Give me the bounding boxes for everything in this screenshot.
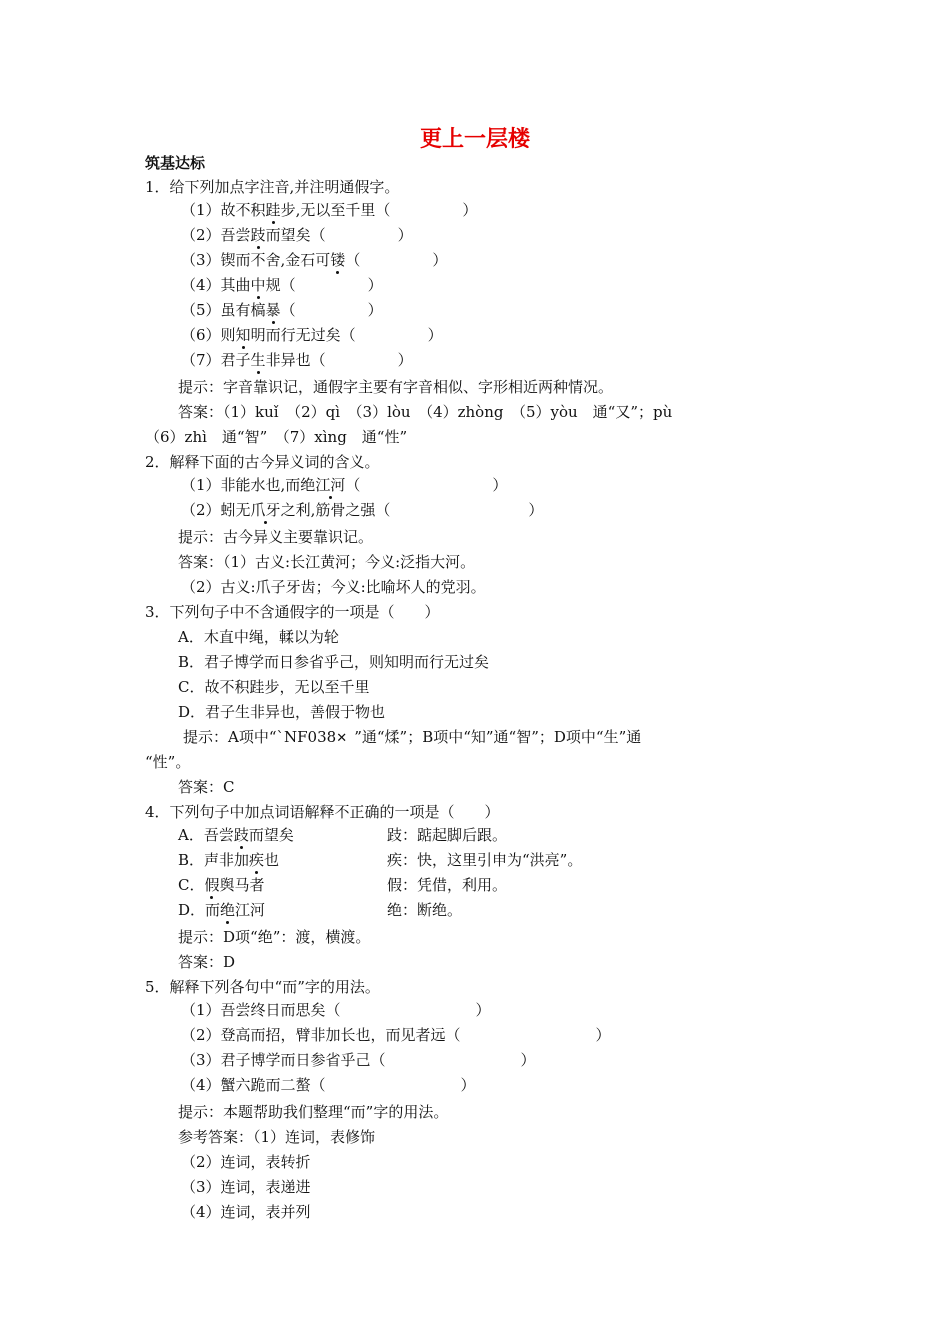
q1-item-4: （4）其曲中规（ ） [181,276,383,294]
q5-item-1: （1）吾尝终日而思矣（ ） [181,1001,491,1019]
q4-option-c: C．假舆马者 假：凭借，利用。 [178,876,508,894]
q1-answer-line2: （6）zhì 通“智” （7）xìng 通“性” [145,428,408,446]
q3-option-b: B．君子博学而日参省乎己，则知明而行无过矣 [178,653,490,671]
q4-option-a: A．吾尝跂而望矣 跂：踮起脚后跟。 [178,826,508,844]
missing-glyph-icon: ✕ [336,731,348,746]
q2-answer-line2: （2）古义:爪子牙齿；今义:比喻坏人的党羽。 [181,578,486,596]
q3-hint-line1: 提示：A项中“`NF038✕ ”通“煣”；B项中“知”通“智”；D项中“生”通 [183,727,641,749]
q4-option-b-def: 疾：快，这里引申为“洪亮”。 [387,851,583,869]
q2-stem: 2．解释下面的古今异义词的含义。 [145,453,380,471]
q2-hint: 提示：古今异义主要靠识记。 [178,528,374,546]
q1-hint: 提示：字音靠识记，通假字主要有字音相似、字形相近两种情况。 [178,378,614,396]
q4-option-a-def: 跂：踮起脚后跟。 [387,826,508,844]
q1-item-3: （3）锲而不舍,金石可镂（ ） [181,251,448,269]
q3-hint-line2: “性”。 [145,753,191,771]
q4-option-d-def: 绝：断绝。 [387,901,463,919]
q4-hint: 提示：D项“绝”：渡，横渡。 [178,928,371,946]
q4-option-d: D．而绝江河 绝：断绝。 [178,901,463,919]
q4-option-b: B．声非加疾也 疾：快，这里引申为“洪亮”。 [178,851,583,869]
q5-item-3: （3）君子博学而日参省乎己（ ） [181,1051,536,1069]
q5-answer-1: 参考答案：（1）连词，表修饰 [178,1128,376,1146]
q1-stem: 1．给下列加点字注音,并注明通假字。 [145,178,400,196]
q4-stem: 4．下列句子中加点词语解释不正确的一项是（ ） [145,803,500,821]
q4-option-c-def: 假：凭借，利用。 [387,876,508,894]
q4-answer: 答案：D [178,953,236,971]
q2-item-2: （2）蚓无爪牙之利,筋骨之强（ ） [181,501,544,519]
q2-item-1: （1）非能水也,而绝江河（ ） [181,476,508,494]
q1-item-7: （7）君子生非异也（ ） [181,351,413,369]
q3-option-d: D．君子生非异也，善假于物也 [178,703,386,721]
q1-item-5: （5）虽有槁暴（ ） [181,301,383,319]
q5-answer-2: （2）连词，表转折 [181,1153,311,1171]
q1-item-2: （2）吾尝跂而望矣（ ） [181,226,413,244]
page-title: 更上一层楼 [419,127,530,152]
q5-answer-3: （3）连词，表递进 [181,1178,311,1196]
q5-hint: 提示：本题帮助我们整理“而”字的用法。 [178,1103,449,1121]
q2-answer-line1: 答案：（1）古义:长江黄河；今义:泛指大河。 [178,553,476,571]
q5-answer-4: （4）连词，表并列 [181,1203,311,1221]
q5-item-4: （4）蟹六跪而二螯（ ） [181,1076,476,1094]
q3-stem: 3．下列句子中不含通假字的一项是（ ） [145,603,440,621]
q1-item-1: （1）故不积跬步,无以至千里（ ） [181,201,478,219]
q1-item-6: （6）则知明而行无过矣（ ） [181,326,443,344]
q3-option-a: A．木直中绳，輮以为轮 [178,628,339,646]
q5-stem: 5．解释下列各句中“而”字的用法。 [145,978,380,996]
q3-option-c: C．故不积跬步，无以至千里 [178,678,370,696]
q1-answer-line1: 答案：（1）kuǐ （2）qì （3）lòu （4）zhòng （5）yòu 通“又”；pù [178,403,673,421]
q5-item-2: （2）登高而招，臂非加长也，而见者远（ ） [181,1026,611,1044]
section-heading: 筑基达标 [145,154,206,172]
q3-answer: 答案：C [178,778,235,796]
